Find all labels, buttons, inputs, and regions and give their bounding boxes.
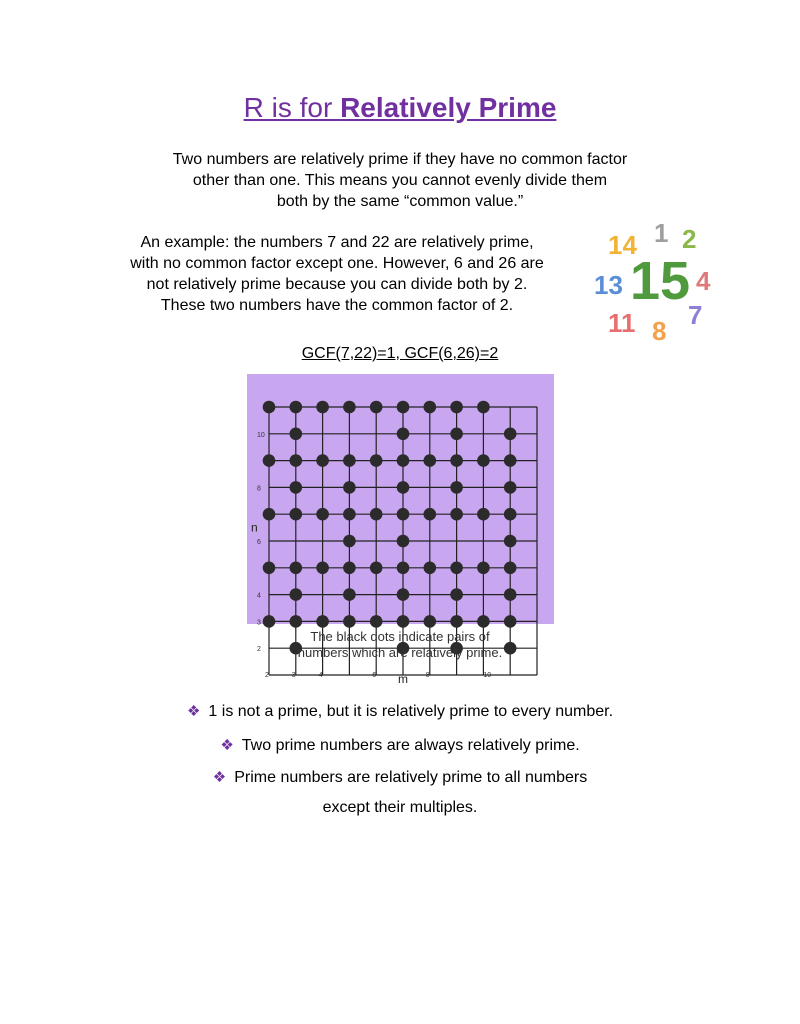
relatively-prime-dot bbox=[370, 508, 383, 521]
x-tick-label: 6 bbox=[372, 672, 377, 679]
relatively-prime-dot bbox=[397, 508, 410, 521]
y-tick-label: 4 bbox=[257, 592, 261, 600]
relatively-prime-dot bbox=[424, 562, 437, 575]
relatively-prime-dot bbox=[504, 508, 517, 521]
relatively-prime-dot bbox=[450, 481, 463, 494]
relatively-prime-dot bbox=[343, 454, 356, 467]
relatively-prime-dot bbox=[424, 454, 437, 467]
x-axis-label: m bbox=[398, 672, 408, 686]
relatively-prime-dot bbox=[450, 401, 463, 414]
relatively-prime-dot bbox=[397, 535, 410, 548]
relatively-prime-dot bbox=[424, 401, 437, 414]
relatively-prime-dot bbox=[397, 481, 410, 494]
bullet-text: 1 is not a prime, but it is relatively prime to every number. bbox=[208, 703, 614, 720]
y-tick-label: 10 bbox=[257, 431, 265, 439]
relatively-prime-dot bbox=[263, 454, 276, 467]
relatively-prime-dot bbox=[343, 615, 356, 628]
list-item bbox=[0, 768, 800, 787]
relatively-prime-dot bbox=[370, 454, 383, 467]
relatively-prime-dot bbox=[290, 428, 303, 441]
x-tick-label: 3 bbox=[291, 672, 296, 679]
relatively-prime-dot bbox=[263, 615, 276, 628]
title-prefix: R is for bbox=[243, 92, 341, 123]
title-bold: Relatively Prime bbox=[340, 92, 557, 123]
relatively-prime-dot bbox=[316, 454, 329, 467]
relatively-prime-dot bbox=[477, 401, 490, 414]
relatively-prime-dot bbox=[504, 481, 517, 494]
relatively-prime-dot bbox=[316, 508, 329, 521]
intro-line: both by the same “common value.” bbox=[276, 193, 524, 210]
relatively-prime-dot bbox=[450, 508, 463, 521]
relatively-prime-dot bbox=[477, 562, 490, 575]
intro-line: other than one. This means you cannot evenly divide them bbox=[192, 172, 608, 189]
relatively-prime-dot bbox=[343, 562, 356, 575]
relatively-prime-dot bbox=[290, 615, 303, 628]
relatively-prime-dot bbox=[397, 454, 410, 467]
relatively-prime-dot bbox=[370, 562, 383, 575]
relatively-prime-dot bbox=[450, 588, 463, 601]
cloud-number: 13 bbox=[594, 270, 623, 300]
relatively-prime-dot bbox=[450, 428, 463, 441]
relatively-prime-dot bbox=[290, 508, 303, 521]
x-tick-label: 8 bbox=[425, 672, 430, 679]
x-tick-label: 10 bbox=[483, 672, 492, 679]
relatively-prime-dot bbox=[504, 535, 517, 548]
bullet-continuation: except their multiples. bbox=[322, 799, 478, 816]
relatively-prime-dot bbox=[316, 615, 329, 628]
y-tick-label: 2 bbox=[257, 646, 261, 654]
list-item bbox=[0, 736, 800, 755]
y-tick-label: 8 bbox=[257, 485, 261, 493]
relatively-prime-dot bbox=[263, 562, 276, 575]
relatively-prime-dot bbox=[370, 401, 383, 414]
relatively-prime-dot bbox=[290, 562, 303, 575]
diamond-bullet-icon: ❖ bbox=[220, 737, 234, 754]
relatively-prime-dot bbox=[343, 481, 356, 494]
cloud-number: 11 bbox=[608, 308, 636, 338]
relatively-prime-dot bbox=[504, 454, 517, 467]
number-cloud-illustration bbox=[590, 212, 730, 347]
diamond-bullet-icon: ❖ bbox=[212, 769, 227, 786]
relatively-prime-dot bbox=[504, 428, 517, 441]
relatively-prime-dot bbox=[504, 615, 517, 628]
relatively-prime-dot bbox=[477, 454, 490, 467]
relatively-prime-dot bbox=[477, 508, 490, 521]
cloud-number: 2 bbox=[682, 224, 697, 254]
relatively-prime-dot bbox=[290, 454, 303, 467]
relatively-prime-dot bbox=[424, 615, 437, 628]
relatively-prime-dot bbox=[397, 615, 410, 628]
relatively-prime-dot bbox=[504, 562, 517, 575]
diamond-bullet-icon: ❖ bbox=[186, 703, 201, 720]
relatively-prime-dot bbox=[450, 562, 463, 575]
cloud-number: 8 bbox=[652, 316, 667, 346]
cloud-number: 14 bbox=[608, 230, 637, 260]
cloud-number: 4 bbox=[696, 266, 711, 296]
relatively-prime-dot bbox=[316, 401, 329, 414]
relatively-prime-dot bbox=[397, 562, 410, 575]
relatively-prime-dot bbox=[397, 588, 410, 601]
relatively-prime-dot bbox=[343, 588, 356, 601]
page-title bbox=[0, 92, 800, 124]
relatively-prime-dot bbox=[343, 401, 356, 414]
relatively-prime-dot bbox=[290, 481, 303, 494]
relatively-prime-dot bbox=[316, 562, 329, 575]
relatively-prime-dot bbox=[343, 535, 356, 548]
caption-line: The black dots indicate pairs of bbox=[310, 629, 490, 644]
relatively-prime-dot bbox=[450, 454, 463, 467]
gcf-equation: GCF(7,22)=1, GCF(6,26)=2 bbox=[301, 345, 499, 362]
relatively-prime-dot bbox=[263, 401, 276, 414]
relatively-prime-dot bbox=[424, 508, 437, 521]
caption-line: numbers which are relatively prime. bbox=[297, 645, 503, 660]
relatively-prime-dot bbox=[290, 401, 303, 414]
x-tick-label: 4 bbox=[318, 672, 323, 679]
example-paragraph bbox=[92, 232, 582, 316]
relatively-prime-dot bbox=[477, 615, 490, 628]
list-item bbox=[0, 702, 800, 721]
relatively-prime-dot bbox=[263, 508, 276, 521]
relatively-prime-dot bbox=[290, 588, 303, 601]
intro-paragraph bbox=[130, 149, 670, 212]
relatively-prime-dot bbox=[397, 401, 410, 414]
x-tick-label: 2 bbox=[265, 672, 269, 679]
cloud-number: 7 bbox=[688, 300, 703, 330]
example-line: not relatively prime because you can divide both by 2. bbox=[146, 276, 528, 293]
cloud-number: 15 bbox=[630, 251, 691, 311]
relatively-prime-dot bbox=[343, 508, 356, 521]
relatively-prime-dot bbox=[397, 428, 410, 441]
figure-caption bbox=[250, 629, 550, 661]
cloud-number: 1 bbox=[654, 218, 669, 248]
relatively-prime-dot bbox=[504, 588, 517, 601]
y-tick-label: 6 bbox=[257, 539, 261, 546]
y-tick-label: 3 bbox=[257, 619, 261, 627]
example-line: with no common factor except one. However, 6 and 26 are bbox=[130, 255, 544, 272]
example-line: An example: the numbers 7 and 22 are relatively prime, bbox=[140, 234, 534, 251]
example-line: These two numbers have the common factor of 2. bbox=[160, 297, 514, 314]
relatively-prime-dot bbox=[450, 615, 463, 628]
y-axis-label: n bbox=[251, 520, 258, 535]
bullet-text: Two prime numbers are always relatively prime. bbox=[241, 737, 580, 754]
relatively-prime-dot bbox=[370, 615, 383, 628]
bullet-text: Prime numbers are relatively prime to all numbers bbox=[234, 769, 588, 786]
intro-line: Two numbers are relatively prime if they have no common factor bbox=[172, 151, 628, 168]
